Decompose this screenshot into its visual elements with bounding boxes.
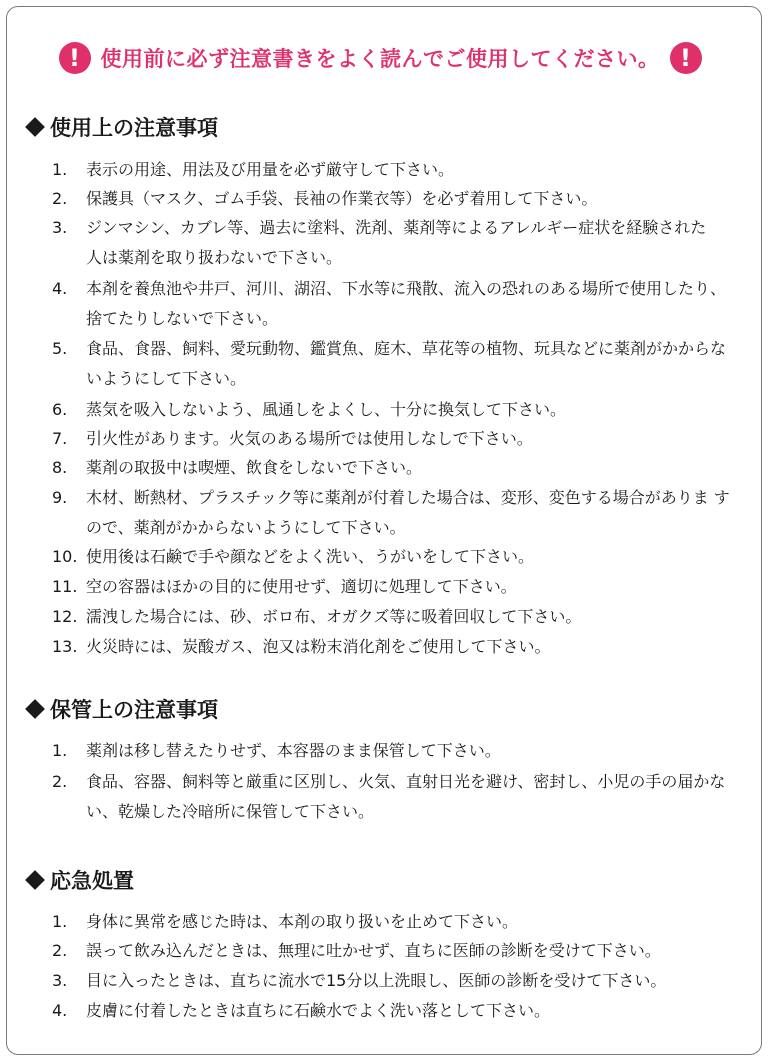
- list-item-text: 本剤を養魚池や井戸、河川、湖沼、下水等に飛散、流入の恐れのある場所で使用したり、: [86, 279, 727, 298]
- item-number: 3.: [52, 218, 68, 237]
- item-number: 13.: [52, 637, 78, 656]
- list-item-text: 人は薬剤を取り扱わないで下さい。: [86, 248, 343, 267]
- item-number: 4.: [52, 279, 68, 298]
- exclamation-icon: !: [59, 42, 91, 74]
- list-item-text: 目に入ったときは、直ちに流水で15分以上洗眼し、医師の診断を受けて下さい。: [86, 971, 667, 990]
- item-number: 1.: [52, 741, 68, 760]
- list-item-text: ジンマシン、カブレ等、過去に塗料、洗剤、薬剤等によるアレルギー症状を経験された: [86, 218, 707, 237]
- item-number: 2.: [52, 189, 68, 208]
- item-number: 8.: [52, 458, 68, 477]
- item-number: 6.: [52, 400, 68, 419]
- section-heading-text: 使用上の注意事項: [50, 115, 218, 140]
- item-number: 7.: [52, 429, 68, 448]
- item-number: 3.: [52, 971, 68, 990]
- section-heading: [24, 112, 218, 142]
- list-item-text: 木材、断熱材、プラスチック等に薬剤が付着した場合は、変形、変色する場合がありま す: [86, 488, 730, 507]
- item-number: 1.: [52, 160, 68, 179]
- list-item-text: 使用後は石鹸で手や顔などをよく洗い、うがいをして下さい。: [86, 547, 535, 566]
- item-number: 4.: [52, 1001, 68, 1020]
- list-item-text: い、乾燥した冷暗所に保管して下さい。: [86, 802, 375, 821]
- section-heading: [24, 865, 134, 895]
- item-number: 9.: [52, 488, 68, 507]
- list-item-text: 表示の用途、用法及び用量を必ず厳守して下さい。: [86, 160, 455, 179]
- section-heading-text: 保管上の注意事項: [50, 697, 218, 722]
- list-item-text: 濡洩した場合には、砂、ボロ布、オガクズ等に吸着回収して下さい。: [86, 607, 582, 626]
- section-heading: [24, 694, 218, 724]
- item-number: 10.: [52, 547, 78, 566]
- list-item-text: 身体に異常を感じた時は、本剤の取り扱いを止めて下さい。: [86, 912, 519, 931]
- warning-title: 使用前に必ず注意書きをよく読んでご使用してください。: [100, 46, 660, 71]
- list-item-text: 引火性があります。火気のある場所では使用しなしで下さい。: [86, 429, 533, 448]
- list-item-text: 捨てたりしないで下さい。: [86, 309, 279, 328]
- diamond-icon: [25, 117, 45, 137]
- list-item-text: 食品、容器、飼料等と厳重に区別し、火気、直射日光を避け、密封し、小児の手の届かな: [86, 772, 726, 791]
- exclamation-icon: !: [670, 42, 702, 74]
- list-item-text: 誤って飲み込んだときは、無理に吐かせず、直ちに医師の診断を受けて下さい。: [86, 941, 661, 960]
- item-number: 12.: [52, 607, 78, 626]
- warning-header: [60, 36, 700, 80]
- list-item-text: 火災時には、炭酸ガス、泡又は粉末消化剤をご使用して下さい。: [86, 637, 551, 656]
- list-item-text: 薬剤の取扱中は喫煙、飲食をしないで下さい。: [86, 458, 423, 477]
- item-number: 5.: [52, 339, 68, 358]
- list-item-text: 食品、食器、飼料、愛玩動物、鑑賞魚、庭木、草花等の植物、玩具などに薬剤がかからな: [86, 339, 727, 358]
- list-item-text: 薬剤は移し替えたりせず、本容器のまま保管して下さい。: [86, 741, 501, 760]
- list-item-text: いようにして下さい。: [86, 369, 247, 388]
- item-number: 2.: [52, 941, 68, 960]
- list-item-text: 空の容器はほかの目的に使用せず、適切に処理して下さい。: [86, 577, 517, 596]
- item-number: 11.: [52, 577, 78, 596]
- item-number: 2.: [52, 772, 68, 791]
- list-item-text: 保護具（マスク、ゴム手袋、長袖の作業衣等）を必ず着用して下さい。: [86, 189, 598, 208]
- diamond-icon: [25, 699, 45, 719]
- list-item-text: 蒸気を吸入しないよう、風通しをよくし、十分に換気して下さい。: [86, 400, 567, 419]
- list-item-text: 皮膚に付着したときは直ちに石鹸水でよく洗い落として下さい。: [86, 1001, 551, 1020]
- diamond-icon: [25, 870, 45, 890]
- section-heading-text: 応急処置: [50, 868, 134, 893]
- item-number: 1.: [52, 912, 68, 931]
- list-item-text: ので、薬剤がかからないようにして下さい。: [86, 518, 406, 537]
